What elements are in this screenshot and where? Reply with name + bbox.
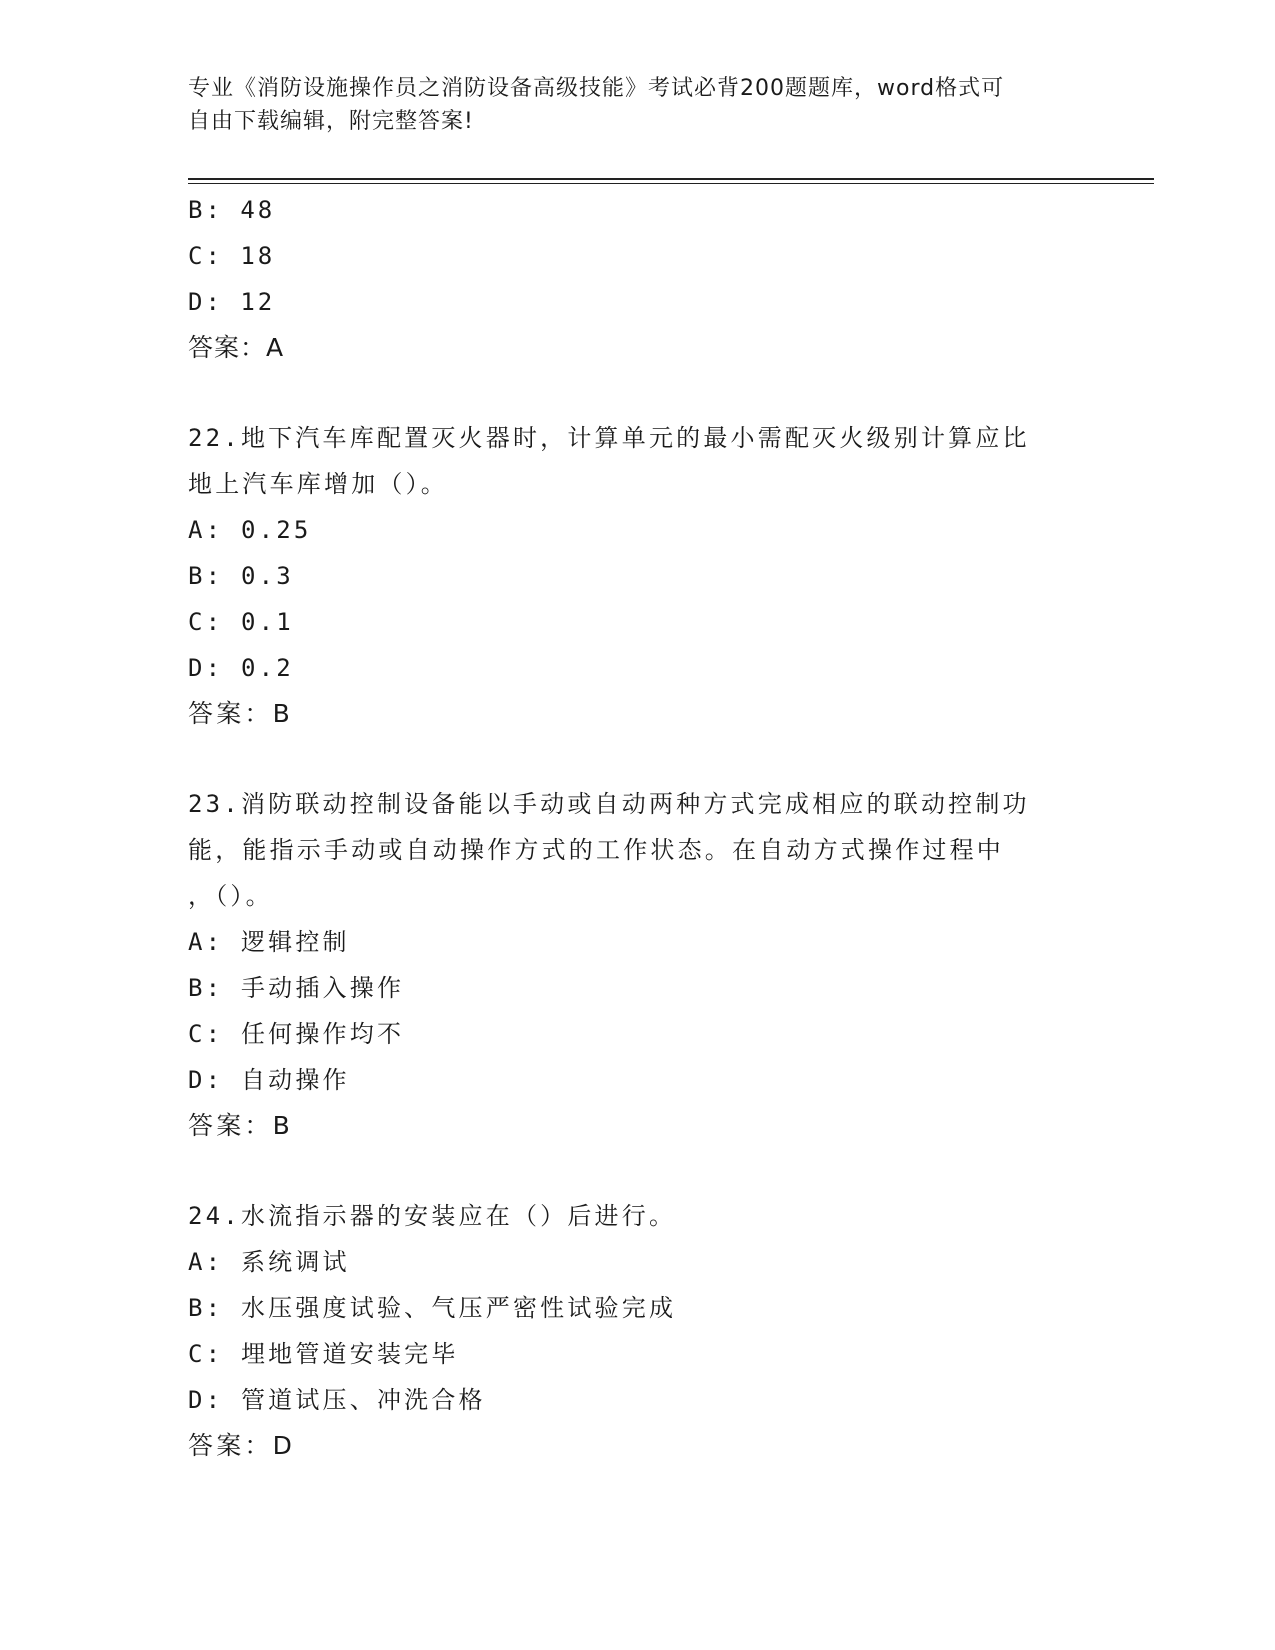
question-text: ，（）。: [188, 882, 273, 910]
option-b: B: 0.3: [188, 562, 294, 590]
option-c: C: 埋地管道安装完毕: [188, 1340, 459, 1368]
header-line-1: 专业《消防设施操作员之消防设备高级技能》考试必背200题题库，word格式可: [188, 76, 1005, 101]
document-header: [188, 72, 1088, 138]
option-b: B: 手动插入操作: [188, 974, 405, 1002]
option-c: C: 任何操作均不: [188, 1020, 405, 1048]
question-22: [188, 415, 1088, 737]
answer-label: 答案：B: [188, 699, 293, 728]
option-a: A: 逻辑控制: [188, 928, 350, 956]
header-divider-thick: [188, 178, 1154, 180]
question-text: 22.地下汽车库配置灭火器时，计算单元的最小需配灭火级别计算应比: [188, 424, 1030, 452]
option-a: A: 0.25: [188, 516, 312, 544]
question-list: [188, 187, 1088, 1469]
option-d: D: 自动操作: [188, 1066, 350, 1094]
question-text: 地上汽车库增加（）。: [188, 470, 448, 498]
answer-label: 答案：A: [188, 333, 285, 362]
answer-label: 答案：D: [188, 1431, 296, 1460]
option-b: B: 48: [188, 196, 276, 224]
header-divider-thin: [188, 183, 1154, 184]
question-23: [188, 781, 1088, 1149]
question-text: 23.消防联动控制设备能以手动或自动两种方式完成相应的联动控制功: [188, 790, 1030, 818]
option-c: C: 0.1: [188, 608, 294, 636]
answer-label: 答案：B: [188, 1111, 293, 1140]
option-d: D: 0.2: [188, 654, 294, 682]
option-c: C: 18: [188, 242, 276, 270]
question-21-remainder: [188, 187, 1088, 371]
header-line-2: 自由下载编辑，附完整答案!: [188, 109, 474, 134]
question-text: 能，能指示手动或自动操作方式的工作状态。在自动方式操作过程中: [188, 836, 1004, 864]
question-text: 24.水流指示器的安装应在（）后进行。: [188, 1202, 677, 1230]
question-24: [188, 1193, 1088, 1469]
option-b: B: 水压强度试验、气压严密性试验完成: [188, 1294, 677, 1322]
option-d: D: 管道试压、冲洗合格: [188, 1386, 486, 1414]
option-d: D: 12: [188, 288, 276, 316]
option-a: A: 系统调试: [188, 1248, 350, 1276]
